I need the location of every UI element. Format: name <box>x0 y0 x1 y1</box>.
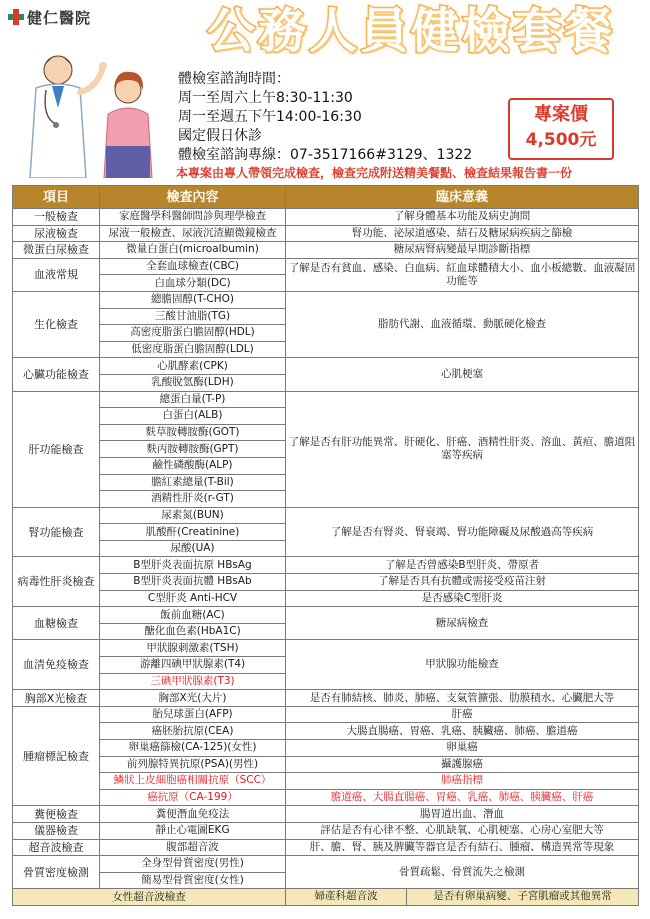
hours-line-1: 周一至周六上午8:30-11:30 <box>178 90 353 106</box>
item-cell: 胎兒球蛋白(AFP) <box>100 706 286 723</box>
last-row-split <box>286 889 639 906</box>
meaning-cell: 了解是否曾感染B型肝炎、帶原者 <box>286 557 639 574</box>
item-cell: 心肌酵素(CPK) <box>100 358 286 375</box>
meaning-cell: 評估是否有心律不整、心肌缺氧、心肌梗塞、心房心室肥大等 <box>286 822 639 839</box>
last-row-meaning: 是否有卵巢病變、子宮肌瘤或其他異常 <box>433 890 612 903</box>
item-cell: 總膽固醇(T-CHO) <box>100 291 286 308</box>
item-cell: 三酸甘油脂(TG) <box>100 308 286 325</box>
table-body <box>13 209 639 906</box>
meaning-cell: 肝癌 <box>286 706 639 723</box>
table-row-last <box>13 889 639 906</box>
item-cell: 糞便潛血免疫法 <box>100 806 286 823</box>
table-row <box>13 839 639 856</box>
item-cell: 癌胚胎抗原(CEA) <box>100 723 286 740</box>
table-row <box>13 856 639 873</box>
consultation-info <box>178 70 508 165</box>
item-cell: 鹼性磷酸酶(ALP) <box>100 457 286 474</box>
table-row <box>13 690 639 707</box>
meaning-cell: 糖尿病檢查 <box>286 607 639 640</box>
table-row <box>13 806 639 823</box>
item-cell: 簡易型骨質密度(女性) <box>100 872 286 889</box>
item-cell: B型肝炎表面抗體 HBsAb <box>100 574 286 591</box>
cross-logo-icon <box>8 9 24 25</box>
last-row-title: 女性超音波檢查 <box>13 889 286 906</box>
table-row <box>13 557 639 574</box>
item-cell: 醣化血色素(HbA1C) <box>100 623 286 640</box>
item-cell: 尿液一般檢查、尿液沉渣顯微鏡檢查 <box>100 225 286 242</box>
meaning-cell: 是否感染C型肝炎 <box>286 590 639 607</box>
item-cell: 胸部X光(大片) <box>100 690 286 707</box>
table-row <box>13 789 639 806</box>
category-cell: 腎功能檢查 <box>13 507 100 557</box>
category-cell: 血糖檢查 <box>13 607 100 640</box>
header-content: 檢查內容 <box>100 186 286 209</box>
item-cell: 飯前血糖(AC) <box>100 607 286 624</box>
meaning-cell: 攝護腺癌 <box>286 756 639 773</box>
table-row <box>13 225 639 242</box>
table-header-row <box>13 186 639 209</box>
item-cell: 總蛋白量(T-P) <box>100 391 286 408</box>
hours-label: 體檢室諮詢時間： <box>178 71 290 87</box>
last-row-exam: 婦產科超音波 <box>286 889 407 905</box>
price-box <box>508 98 614 160</box>
item-cell: 尿素氮(BUN) <box>100 507 286 524</box>
category-cell: 胸部X光檢查 <box>13 690 100 707</box>
meaning-cell: 骨質疏鬆、骨質流失之檢測 <box>286 856 639 889</box>
meaning-cell: 了解是否有肝功能異常、肝硬化、肝癌、酒精性肝炎、溶血、黃疸、膽道阻塞等疾病 <box>286 391 639 507</box>
item-cell: 前列腺特異抗原(PSA)(男性) <box>100 756 286 773</box>
table-row <box>13 209 639 226</box>
table-row <box>13 640 639 657</box>
category-cell: 病毒性肝炎檢查 <box>13 557 100 607</box>
item-cell: 乳酸脫氫酶(LDH) <box>100 374 286 391</box>
table-row <box>13 242 639 259</box>
package-notice: 本專案由專人帶領完成檢查，檢查完成附送精美餐點、檢查結果報告書一份 <box>176 166 573 180</box>
meaning-cell: 是否有肺結核、肺炎、肺癌、支氣管擴張、肋膜積水、心臟肥大等 <box>286 690 639 707</box>
item-cell: 白蛋白(ALB) <box>100 408 286 425</box>
table-row <box>13 590 639 607</box>
meaning-cell: 腸胃道出血、潛血 <box>286 806 639 823</box>
item-cell: 靜止心電圖EKG <box>100 822 286 839</box>
hours-line-3: 國定假日休診 <box>178 128 262 144</box>
item-cell: 肌酸酐(Creatinine) <box>100 524 286 541</box>
price-value: 4,500元 <box>525 130 597 150</box>
category-cell: 生化檢查 <box>13 291 100 357</box>
meaning-cell: 甲狀腺功能檢查 <box>286 640 639 690</box>
meaning-cell: 膽道癌、大腸直腸癌、胃癌、乳癌、肺癌、胰臟癌、肝癌 <box>286 789 639 806</box>
table-row <box>13 756 639 773</box>
table-row <box>13 740 639 757</box>
category-cell: 超音波檢查 <box>13 839 100 856</box>
header-item: 項目 <box>13 186 100 209</box>
item-cell: 高密度脂蛋白膽固醇(HDL) <box>100 325 286 342</box>
meaning-cell: 肺癌指標 <box>286 773 639 790</box>
meaning-cell: 卵巢癌 <box>286 740 639 757</box>
item-cell: 低密度脂蛋白膽固醇(LDL) <box>100 341 286 358</box>
table-row <box>13 822 639 839</box>
meaning-cell: 了解身體基本功能及病史詢問 <box>286 209 639 226</box>
item-cell: 癌抗原（CA-199） <box>100 789 286 806</box>
table-row <box>13 291 639 308</box>
item-cell: 鱗狀上皮細胞癌相關抗原（SCC） <box>100 773 286 790</box>
item-cell: 游離四碘甲狀腺素(T4) <box>100 657 286 674</box>
hospital-logo <box>8 6 91 28</box>
hospital-name: 健仁醫院 <box>27 8 92 27</box>
meaning-cell: 脂肪代謝、血液循環、動脈硬化檢查 <box>286 291 639 357</box>
item-cell: 甲狀腺刺激素(TSH) <box>100 640 286 657</box>
table-row <box>13 706 639 723</box>
meaning-cell: 了解是否有貧血、感染、白血病、紅血球體積大小、血小板總數、血液凝固功能等 <box>286 258 639 291</box>
item-cell: 微量白蛋白(microalbumin) <box>100 242 286 259</box>
table-row <box>13 258 639 275</box>
item-cell: B型肝炎表面抗原 HBsAg <box>100 557 286 574</box>
meaning-cell: 了解是否具有抗體或需接受疫苗注射 <box>286 574 639 591</box>
checkup-table <box>12 185 639 906</box>
table-row <box>13 574 639 591</box>
category-cell: 心臟功能檢查 <box>13 358 100 391</box>
item-cell: 酒精性肝炎(r-GT) <box>100 491 286 508</box>
item-cell: 尿酸(UA) <box>100 540 286 557</box>
category-cell: 血清免疫檢查 <box>13 640 100 690</box>
item-cell: 麩草胺轉胺酶(GOT) <box>100 424 286 441</box>
table-row <box>13 391 639 408</box>
phone-line: 體檢室諮詢專線：07-3517166#3129、1322 <box>178 147 473 163</box>
item-cell: 三碘甲狀腺素(T3) <box>100 673 286 690</box>
page-title: 公務人員健檢套餐 <box>206 3 615 59</box>
category-cell: 骨質密度檢測 <box>13 856 100 889</box>
meaning-cell: 大腸直腸癌、胃癌、乳癌、胰臟癌、肺癌、膽道癌 <box>286 723 639 740</box>
item-cell: 麩丙胺轉胺酶(GPT) <box>100 441 286 458</box>
category-cell: 微蛋白尿檢查 <box>13 242 100 259</box>
doctor-patient-illustration-icon <box>6 28 166 178</box>
category-cell: 肝功能檢查 <box>13 391 100 507</box>
price-label: 專案價 <box>534 104 588 125</box>
item-cell: 白血球分類(DC) <box>100 275 286 292</box>
item-cell: 腹部超音波 <box>100 839 286 856</box>
table-row <box>13 773 639 790</box>
table-row <box>13 358 639 375</box>
last-row-wrap <box>286 889 638 905</box>
category-cell: 儀器檢查 <box>13 822 100 839</box>
item-cell: 全套血球檢查(CBC) <box>100 258 286 275</box>
table-row <box>13 607 639 624</box>
item-cell: 卵巢癌篩檢(CA-125)(女性) <box>100 740 286 757</box>
item-cell: 膽紅素總量(T-Bil) <box>100 474 286 491</box>
category-cell: 一般檢查 <box>13 209 100 226</box>
hours-line-2: 周一至週五下午14:00-16:30 <box>178 109 362 125</box>
category-cell: 腫瘤標記檢查 <box>13 706 100 806</box>
item-cell: 家庭醫學科醫師問診與理學檢查 <box>100 209 286 226</box>
meaning-cell: 腎功能、泌尿道感染、結石及糖尿病疾病之篩檢 <box>286 225 639 242</box>
meaning-cell: 心肌梗塞 <box>286 358 639 391</box>
item-cell: 全身型骨質密度(男性) <box>100 856 286 873</box>
category-cell: 尿液檢查 <box>13 225 100 242</box>
meaning-cell: 了解是否有腎炎、腎衰竭、腎功能障礙及尿酸過高等疾病 <box>286 507 639 557</box>
header-meaning: 臨床意義 <box>286 186 639 209</box>
category-cell: 糞便檢查 <box>13 806 100 823</box>
table-row <box>13 507 639 524</box>
table-row <box>13 723 639 740</box>
category-cell: 血液常規 <box>13 258 100 291</box>
meaning-cell: 肝、膽、腎、胰及脾臟等器官是否有結石、腫瘤、構造異常等現象 <box>286 839 639 856</box>
item-cell: C型肝炎 Anti-HCV <box>100 590 286 607</box>
meaning-cell: 糖尿病腎病變最早期診斷指標 <box>286 242 639 259</box>
